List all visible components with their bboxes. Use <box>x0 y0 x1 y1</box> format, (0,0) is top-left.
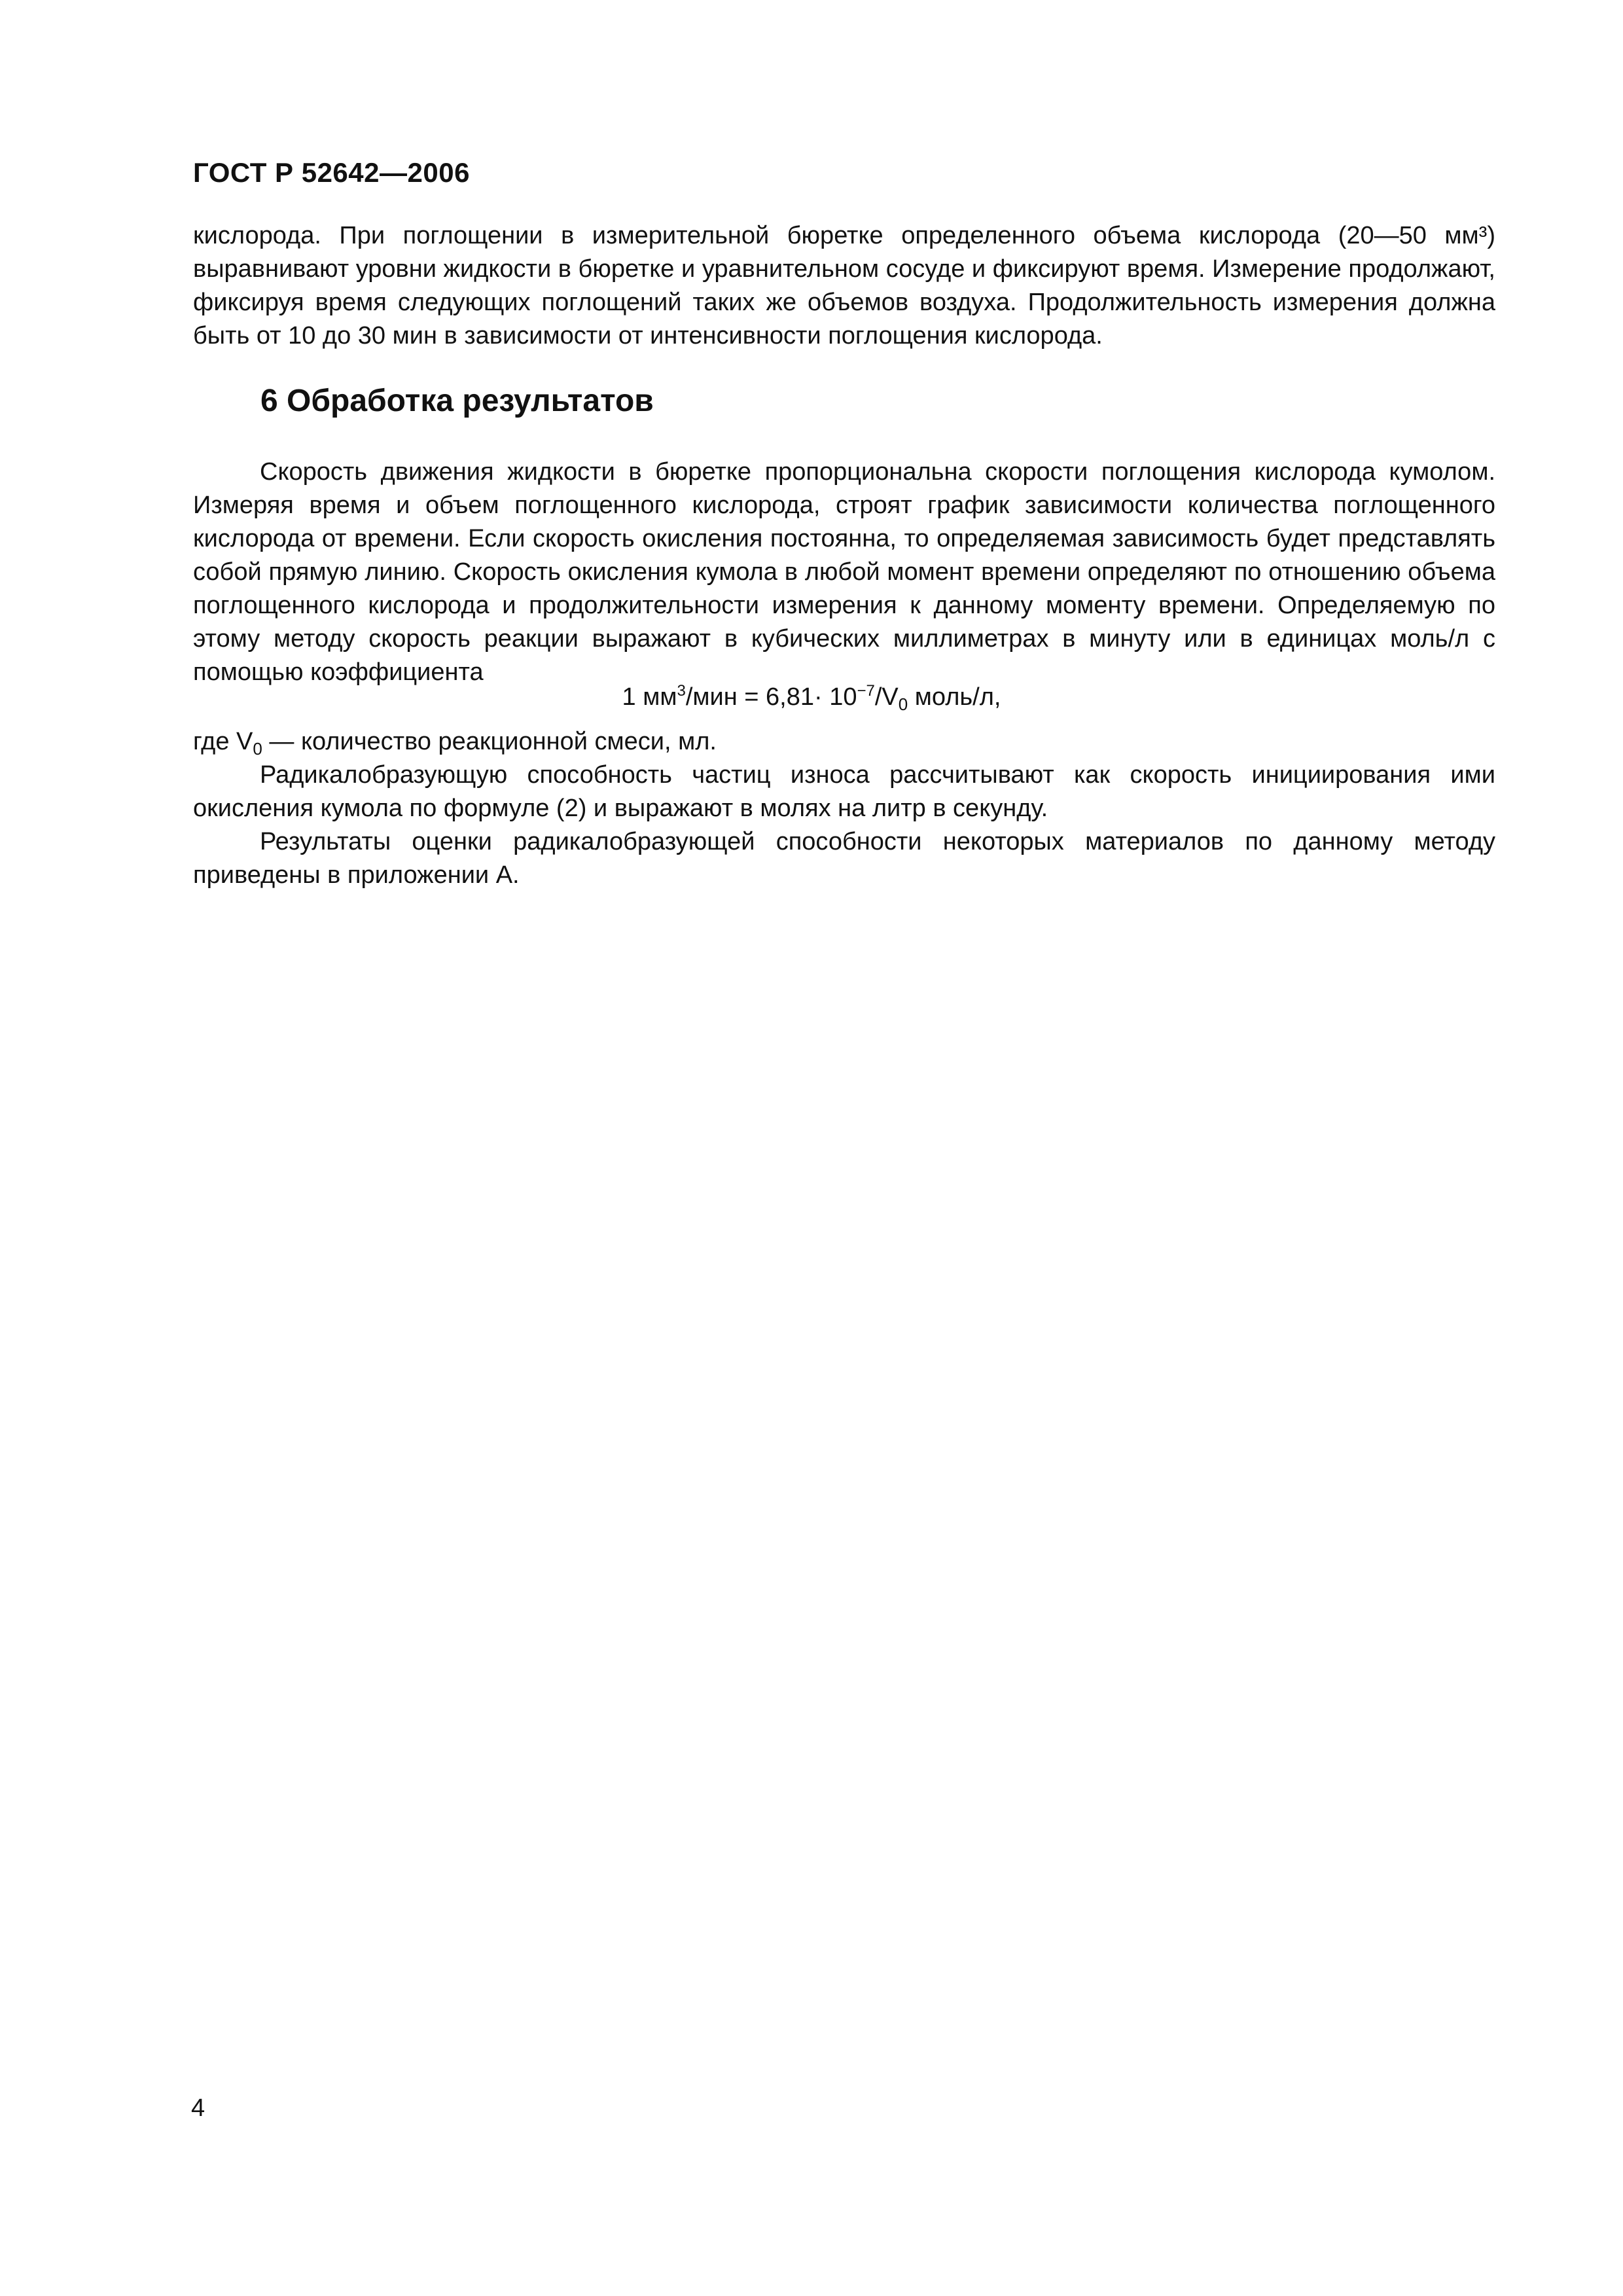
where-subscript: 0 <box>253 739 262 759</box>
formula-middle: /мин = 6,81· 10 <box>685 683 857 711</box>
formula-slash: /V <box>874 683 899 711</box>
formula-right: моль/л, <box>908 683 1001 711</box>
paragraph-text: кислорода. При поглощении в измерительной бюретке определенного объема кислорода (20—50 мм³) выравнивают уровни жидкости в бюретке и уравнительном сосуде и фиксируют время. Измерение продолжают, фиксируя время следующих поглощений таких же объемов воздуха. Продолжительность измерения должна быть от 10 до 30 мин в зависимости от интенсивности поглощения кислорода. <box>193 222 1495 350</box>
formula-left: 1 мм <box>622 683 677 711</box>
paragraph-results-appendix: Результаты оценки радикалобразующей способности некоторых материалов по данному методу приведены в приложении А. <box>193 828 1495 889</box>
where-prefix: где V <box>193 728 253 755</box>
formula-left-superscript: 3 <box>677 682 686 700</box>
where-text: — количество реакционной смеси, мл. <box>262 728 717 755</box>
document-code-header: ГОСТ Р 52642—2006 <box>193 157 470 188</box>
paragraph-definitions <box>193 725 1495 892</box>
paragraph-text: Скорость движения жидкости в бюретке пропорциональна скорости поглощения кислорода кумолом. Измеряя время и объем поглощенного кислорода, строят график зависимости количества поглощенного кислорода от времени. Если скорость окисления постоянна, то определяемая зависимость будет представлять собой прямую линию. Скорость окисления кумола в любой момент времени определяют по отношению объема поглощенного кислорода и продолжительности измерения к данному моменту времени. Определяемую по этому методу скорость реакции выражают в кубических миллиметрах в минуту или в единицах моль/л с помощью коэффициента <box>193 458 1495 686</box>
paragraph-oxygen-measurement <box>193 219 1495 353</box>
conversion-formula <box>0 681 1623 714</box>
formula-exponent: −7 <box>857 682 875 700</box>
page-number: 4 <box>191 2094 205 2122</box>
section-heading: 6 Обработка результатов <box>260 384 654 418</box>
paragraph-radical-capacity: Радикалобразующую способность частиц износа рассчитывают как скорость инициирования ими окисления кумола по формуле (2) и выражают в молях на литр в секунду. <box>193 761 1495 822</box>
formula-subscript: 0 <box>898 694 908 714</box>
paragraph-processing-results <box>193 456 1495 689</box>
where-line <box>193 725 1495 759</box>
